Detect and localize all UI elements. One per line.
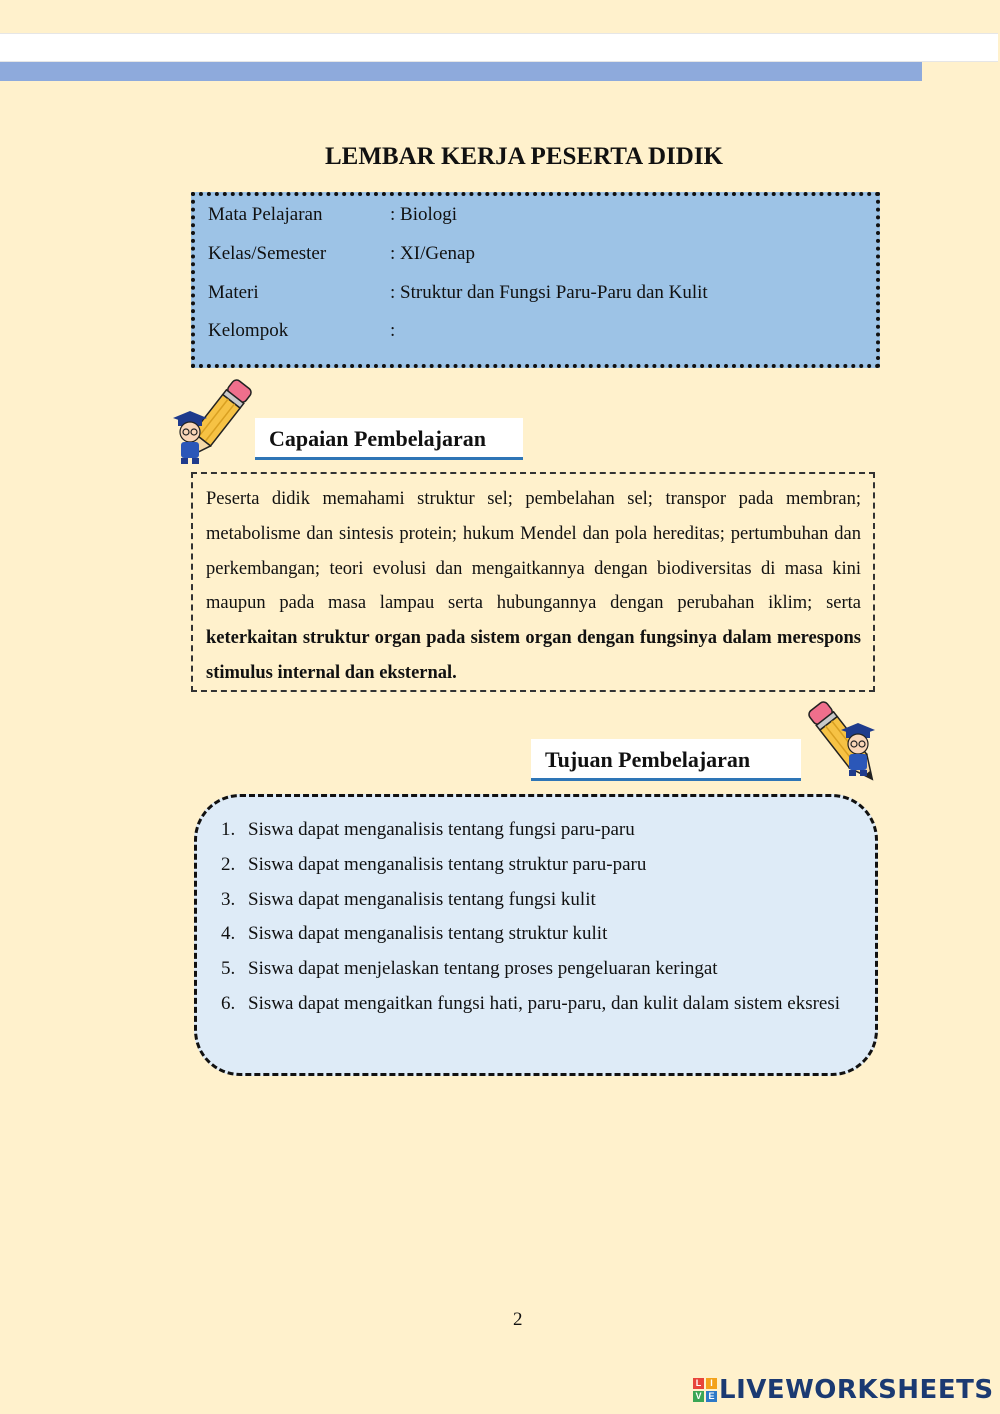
capaian-box bbox=[191, 472, 875, 692]
capaian-heading: Capaian Pembelajaran bbox=[255, 418, 523, 460]
list-item bbox=[221, 987, 853, 1022]
info-label: Kelompok bbox=[208, 320, 289, 341]
list-text: Siswa dapat menjelaskan tentang proses pengeluaran keringat bbox=[248, 958, 718, 980]
capaian-text: Peserta didik memahami struktur sel; pembelahan sel; transpor pada membran; metabolisme dan sintesis protein; hukum Mendel dan pola hereditas; pertumbuhan dan perkembangan; teori evolusi dan mengaitkannya dengan biodiversitas di masa kini maupun pada masa lampau serta hubungannya dengan perubahan iklim; serta bbox=[206, 489, 861, 614]
pencil-mascot-icon bbox=[168, 378, 260, 466]
tujuan-heading: Tujuan Pembelajaran bbox=[531, 739, 801, 781]
tujuan-box bbox=[194, 794, 878, 1076]
info-value: : bbox=[390, 320, 396, 341]
list-text: Siswa dapat menganalisis tentang fungsi paru-paru bbox=[248, 819, 635, 840]
capaian-text-bold: keterkaitan struktur organ pada sistem organ dengan fungsinya dalam merespons stimulus internal dan eksternal. bbox=[206, 628, 861, 683]
list-number: 4. bbox=[221, 923, 236, 945]
info-label: Materi bbox=[208, 282, 259, 303]
list-item bbox=[221, 917, 853, 952]
list-text: Siswa dapat menganalisis tentang struktur paru-paru bbox=[248, 853, 647, 875]
list-number: 1. bbox=[221, 819, 236, 840]
list-text: Siswa dapat menganalisis tentang struktur kulit bbox=[248, 923, 608, 945]
info-value: : Biologi bbox=[390, 204, 458, 225]
list-text: Siswa dapat menganalisis tentang fungsi kulit bbox=[248, 888, 596, 910]
list-item bbox=[221, 952, 853, 987]
page-number: 2 bbox=[513, 1309, 523, 1330]
list-number: 2. bbox=[221, 853, 236, 875]
info-row-class bbox=[208, 243, 475, 265]
info-row-material bbox=[208, 282, 708, 304]
identity-box bbox=[191, 192, 880, 368]
list-item bbox=[221, 848, 853, 883]
list-number: 5. bbox=[221, 958, 236, 980]
tujuan-list bbox=[221, 813, 853, 1022]
liveworksheets-logo-icon: L I V E bbox=[693, 1378, 717, 1402]
info-value: : XI/Genap bbox=[390, 243, 475, 264]
info-row-group bbox=[208, 320, 395, 342]
list-item bbox=[221, 813, 853, 848]
list-item bbox=[221, 883, 853, 918]
pencil-mascot-icon bbox=[800, 700, 892, 788]
page-title: LEMBAR KERJA PESERTA DIDIK bbox=[324, 143, 724, 170]
info-label: Mata Pelajaran bbox=[208, 204, 323, 225]
info-label: Kelas/Semester bbox=[208, 243, 327, 264]
info-value: : Struktur dan Fungsi Paru-Paru dan Kulit bbox=[390, 282, 708, 303]
list-number: 6. bbox=[221, 992, 236, 1014]
liveworksheets-brand[interactable] bbox=[693, 1373, 994, 1407]
brand-name: LIVEWORKSHEETS bbox=[719, 1375, 994, 1405]
header-white-band bbox=[0, 33, 998, 62]
list-text: Siswa dapat mengaitkan fungsi hati, paru-paru, dan kulit dalam sistem eksresi bbox=[248, 992, 841, 1014]
header-blue-band bbox=[0, 62, 922, 81]
list-number: 3. bbox=[221, 888, 236, 910]
info-row-subject bbox=[208, 204, 457, 226]
